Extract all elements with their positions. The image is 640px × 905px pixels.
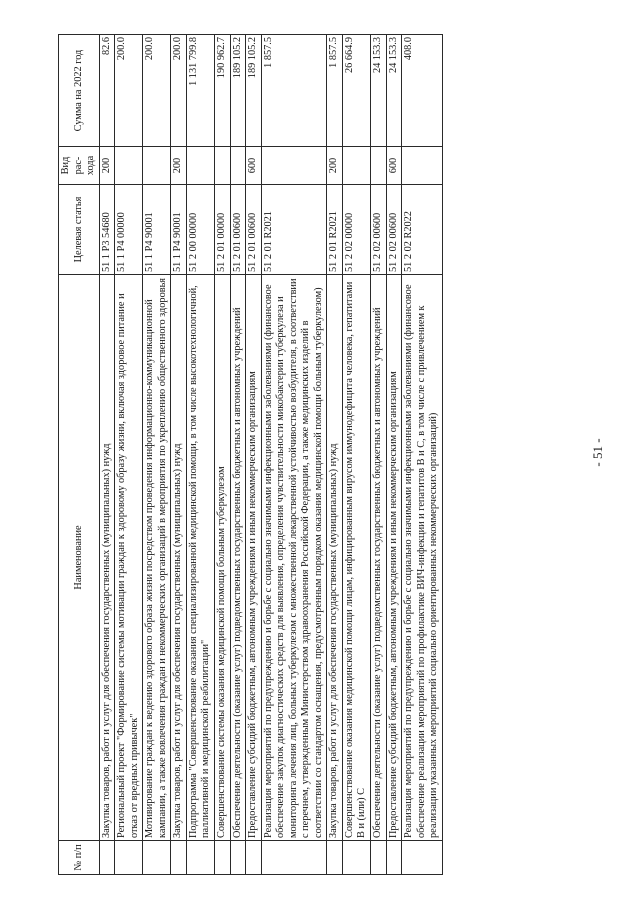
cell-name: Совершенствование оказания медицинской помощи лицам, инфицированным вирусом иммунодефицита человека, гепатитами В и (или) С (342, 275, 370, 841)
cell-name: Закупка товаров, работ и услуг для обеспечения государственных (муниципальных) нужд (171, 275, 187, 841)
cell-num (246, 841, 262, 875)
cell-amount: 24 153.3 (386, 35, 402, 147)
cell-vr (215, 147, 231, 185)
cell-num (143, 841, 171, 875)
table-body (99, 35, 442, 875)
table-row (327, 35, 343, 875)
cell-num (371, 841, 387, 875)
cell-code: 51 2 01 00000 (215, 185, 231, 275)
cell-num (215, 841, 231, 875)
cell-amount: 24 153.3 (371, 35, 387, 147)
cell-amount: 200.0 (143, 35, 171, 147)
cell-num (327, 841, 343, 875)
cell-code: 51 1 P4 90001 (143, 185, 171, 275)
cell-amount: 1 857.5 (261, 35, 327, 147)
cell-amount: 1 131 799.8 (186, 35, 214, 147)
table-row (246, 35, 262, 875)
cell-vr: 600 (246, 147, 262, 185)
cell-name: Обеспечение деятельности (оказание услуг) подведомственных государственных бюджетных и автономных учреждений (371, 275, 387, 841)
table-row (171, 35, 187, 875)
cell-name: Закупка товаров, работ и услуг для обеспечения государственных (муниципальных) нужд (327, 275, 343, 841)
cell-name: Реализация мероприятий по предупреждению и борьбе с социально значимыми инфекционными заболеваниями (финансовое обеспечение закупок диагностических средств для выявления, определения чувствительности микобактерии туберкулеза и мониторинга лечения лиц, больных туберкулезом с множественной лекарственной устойчивостью возбудителя, в соответствии с перечнем, утвержденным Министерством здравоохранения Российской Федерации, а также медицинских изделий в соответствии со стандартом оснащения, предусмотренным порядком оказания медицинской помощи больным туберкулезом) (261, 275, 327, 841)
table-row (230, 35, 246, 875)
cell-code: 51 1 P4 90001 (171, 185, 187, 275)
header-vr: Вид рас-хода (59, 147, 100, 185)
cell-name: Мотивирование граждан к ведению здорового образа жизни посредством проведения информационно-коммуникационной кампании, а также вовлечения граждан и некоммерческих организаций в мероприятия по укреплению общественного здоровья (143, 275, 171, 841)
cell-vr (371, 147, 387, 185)
cell-name: Обеспечение деятельности (оказание услуг) подведомственных государственных бюджетных и автономных учреждений (230, 275, 246, 841)
cell-code: 51 2 02 00600 (386, 185, 402, 275)
cell-vr (230, 147, 246, 185)
cell-num (186, 841, 214, 875)
table-header-row (59, 35, 100, 875)
table-row (186, 35, 214, 875)
table-row (342, 35, 370, 875)
cell-name: Совершенствование системы оказания медицинской помощи больным туберкулезом (215, 275, 231, 841)
header-code: Целевая статья (59, 185, 100, 275)
cell-amount: 26 664.9 (342, 35, 370, 147)
cell-vr (115, 147, 143, 185)
cell-code: 51 2 02 00000 (342, 185, 370, 275)
cell-vr: 200 (99, 147, 115, 185)
cell-amount: 82.6 (99, 35, 115, 147)
cell-vr (186, 147, 214, 185)
cell-code: 51 1 P4 00000 (115, 185, 143, 275)
cell-code: 51 2 02 R2022 (402, 185, 443, 275)
cell-amount: 200.0 (115, 35, 143, 147)
cell-num (261, 841, 327, 875)
cell-num (99, 841, 115, 875)
table-row (402, 35, 443, 875)
cell-name: Закупка товаров, работ и услуг для обеспечения государственных (муниципальных) нужд (99, 275, 115, 841)
cell-amount: 189 105.2 (230, 35, 246, 147)
cell-vr: 200 (171, 147, 187, 185)
cell-code: 51 2 01 00600 (246, 185, 262, 275)
cell-amount: 200.0 (171, 35, 187, 147)
cell-name: Подпрограмма "Совершенствование оказания специализированной медицинской помощи, в том числе высокотехнологичной, паллиативной и медицинской реабилитации" (186, 275, 214, 841)
table-row (215, 35, 231, 875)
cell-num (386, 841, 402, 875)
cell-vr: 600 (386, 147, 402, 185)
table-row (143, 35, 171, 875)
cell-code: 51 2 01 R2021 (327, 185, 343, 275)
cell-vr (261, 147, 327, 185)
cell-num (342, 841, 370, 875)
header-name: Наименование (59, 275, 100, 841)
cell-name: Предоставление субсидий бюджетным, автономным учреждениям и иным некоммерческим организациям (246, 275, 262, 841)
table-row (115, 35, 143, 875)
cell-num (171, 841, 187, 875)
cell-vr (402, 147, 443, 185)
cell-code: 51 1 P3 54680 (99, 185, 115, 275)
cell-code: 51 2 01 R2021 (261, 185, 327, 275)
cell-amount: 190 962.7 (215, 35, 231, 147)
cell-name: Реализация мероприятий по предупреждению и борьбе с социально значимыми инфекционными заболеваниями (финансовое обеспечение реализации мероприятий по профилактике ВИЧ-инфекции и гепатитов В и С, в том числе с привлечением к реализации указанных мероприятий социально ориентированных некоммерческих организаций) (402, 275, 443, 841)
table-row (99, 35, 115, 875)
cell-code: 51 2 01 00600 (230, 185, 246, 275)
cell-num (115, 841, 143, 875)
cell-vr: 200 (327, 147, 343, 185)
budget-table (58, 34, 443, 875)
table-row (386, 35, 402, 875)
cell-code: 51 2 00 00000 (186, 185, 214, 275)
cell-name: Региональный проект "Формирование системы мотивации граждан к здоровому образу жизни, включая здоровое питание и отказ от вредных привычек" (115, 275, 143, 841)
cell-name: Предоставление субсидий бюджетным, автономным учреждениям и иным некоммерческим организациям (386, 275, 402, 841)
page-number: - 51 - (590, 438, 605, 467)
cell-num (230, 841, 246, 875)
cell-amount: 189 105.2 (246, 35, 262, 147)
table-row (371, 35, 387, 875)
cell-code: 51 2 02 00600 (371, 185, 387, 275)
cell-vr (143, 147, 171, 185)
header-num: № п/п (59, 841, 100, 875)
cell-num (402, 841, 443, 875)
header-amount: Сумма на 2022 год (59, 35, 100, 147)
cell-amount: 408.0 (402, 35, 443, 147)
cell-amount: 1 857.5 (327, 35, 343, 147)
cell-vr (342, 147, 370, 185)
table-row (261, 35, 327, 875)
